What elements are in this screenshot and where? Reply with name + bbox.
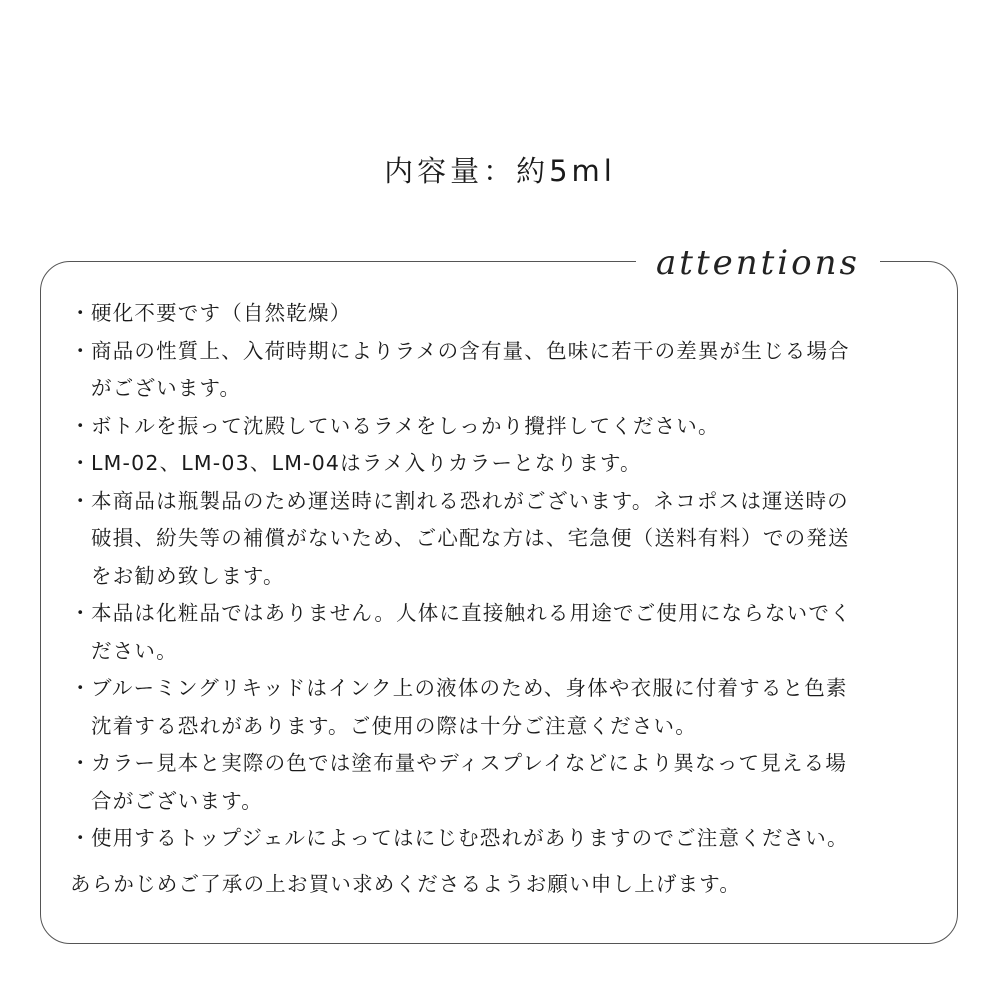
note-text: 本商品は瓶製品のため運送時に割れる恐れがございます。ネコポスは運送時の — [91, 488, 849, 513]
note-text: 本品は化粧品ではありません。人体に直接触れる用途でご使用にならないでく — [91, 601, 852, 625]
note-item-glitter-colors — [66, 445, 946, 483]
note-text: 破損、紛失等の補償がないため、ご心配な方は、宅急便（送料有料）での発送 — [91, 526, 850, 550]
attentions-label: attentions — [636, 238, 880, 288]
bullet-mark: ・ — [70, 488, 92, 513]
page-title: 内容量：約5ml — [384, 154, 616, 189]
note-text: をお勧め致します。 — [91, 563, 285, 588]
note-item-top-gel — [66, 820, 946, 858]
bullet-mark: ・ — [70, 601, 92, 625]
bullet-mark: ・ — [70, 451, 92, 475]
note-item-not-cosmetic — [66, 595, 946, 670]
note-text: LM-02、LM-03、LM-04はラメ入りカラーとなります。 — [91, 451, 642, 475]
note-text: ブルーミングリキッドはインク上の液体のため、身体や衣服に付着すると色素 — [91, 676, 848, 700]
bullet-mark: ・ — [70, 413, 92, 438]
note-text: カラー見本と実際の色では塗布量やディスプレイなどにより異なって見える場 — [91, 751, 848, 775]
note-text: 沈着する恐れがあります。ご使用の際は十分ご注意ください。 — [91, 713, 697, 738]
note-item-curing — [66, 295, 946, 333]
note-item-color-sample — [66, 745, 946, 820]
closing-statement: あらかじめご了承の上お買い求めくださるようお願い申し上げます。 — [70, 872, 742, 896]
note-item-staining — [66, 670, 946, 745]
bullet-mark: ・ — [70, 826, 92, 850]
note-item-lot-variation — [66, 333, 946, 408]
bullet-mark: ・ — [70, 301, 92, 325]
note-item-shake-bottle — [66, 408, 946, 446]
note-text: ボトルを振って沈殿しているラメをしっかり攪拌してください。 — [91, 413, 720, 438]
bullet-mark: ・ — [70, 338, 92, 363]
note-text: 合がございます。 — [91, 788, 263, 813]
note-item-shipping — [66, 483, 946, 596]
note-text: ださい。 — [91, 638, 178, 663]
bullet-mark: ・ — [70, 751, 92, 775]
attention-notes-list — [66, 295, 946, 858]
note-text: 硬化不要です（自然乾燥） — [91, 301, 352, 325]
note-text: がございます。 — [91, 376, 242, 400]
bullet-mark: ・ — [70, 676, 92, 700]
note-text: 商品の性質上、入荷時期によりラメの含有量、色味に若干の差異が生じる場合 — [91, 338, 850, 363]
note-text: 使用するトップジェルによってはにじむ恐れがありますのでご注意ください。 — [91, 826, 849, 850]
